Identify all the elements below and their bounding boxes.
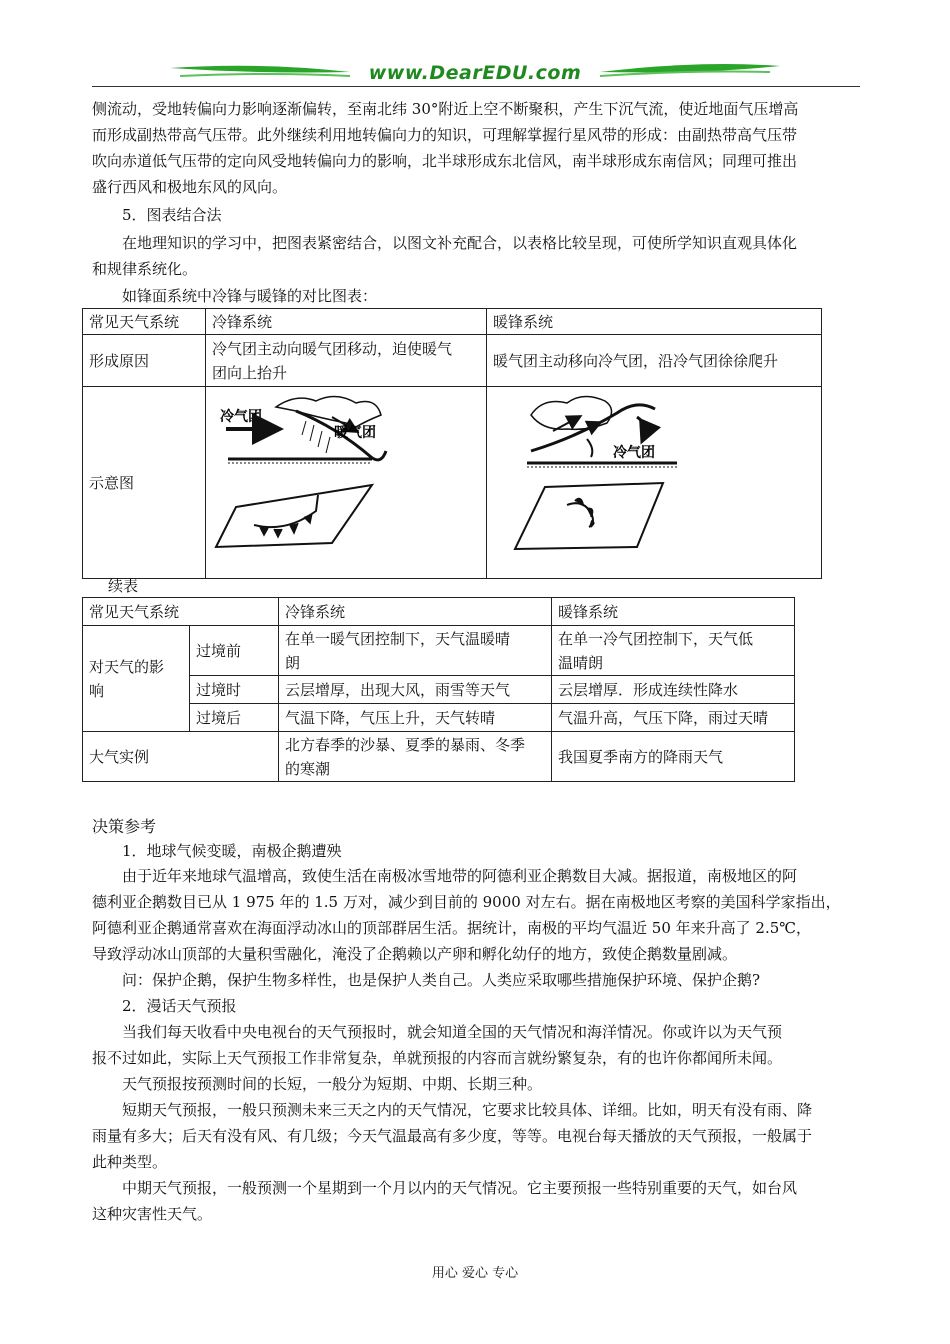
table-cell: 暖气团主动移向冷气团，沿冷气团徐徐爬升: [487, 335, 822, 387]
text-line: 德利亚企鹅数目已从 1 975 年的 1.5 万对，减少到目前的 9000 对左右。据在南极地区考察的美国科学家指出，: [92, 893, 841, 911]
heading: 5．图表结合法: [122, 206, 222, 224]
front-comparison-table: [82, 308, 822, 579]
section-decision-title: [92, 814, 862, 840]
text-line: 雨量有多大；后天有没有风、有几级；今天气温最高有多少度，等等。电视台每天播放的天气预报，一般属于: [92, 1127, 813, 1145]
row-label: 过境时: [190, 676, 279, 704]
item2-paragraph-2: [92, 1071, 892, 1097]
text-line: 在地理知识的学习中，把图表紧密结合，以图文补充配合，以表格比较呈现，可使所学知识直观具体化: [122, 234, 798, 252]
text-line: 如锋面系统中冷锋与暖锋的对比图表：: [122, 287, 378, 305]
item2-title: [92, 993, 892, 1019]
page-footer: 用心 爱心 专心: [431, 1266, 519, 1281]
table-header: 常见天气系统: [83, 309, 206, 335]
table2-caption: 续表: [108, 577, 139, 595]
text-line: 由于近年来地球气温增高，致使生活在南极冰雪地带的阿德利亚企鹅数目大减。据报道，南极地区的阿: [122, 867, 798, 885]
cell-line: 的寒潮: [285, 759, 331, 778]
section5-paragraph: [92, 230, 862, 282]
cell-line: 温晴朗: [558, 653, 604, 672]
item2-paragraph-3: [92, 1097, 862, 1175]
cell-line: 朗: [285, 653, 301, 672]
text-line: 当我们每天收看中央电视台的天气预报时，就会知道全国的天气情况和海洋情况。你或许以为天气预: [122, 1023, 783, 1041]
warm-air-label: 暖气团: [334, 425, 376, 441]
item1-title: [92, 838, 892, 864]
cell-line: 响: [89, 681, 105, 700]
cell-line: 在单一暖气团控制下，天气温暖晴: [285, 629, 511, 648]
section5-title: [92, 202, 892, 228]
cell-line: 冷气团主动向暖气团移动，迫使暖气: [212, 339, 453, 358]
table-cell: 气温下降，气压上升，天气转晴: [279, 704, 552, 732]
text-line: 此种类型。: [92, 1153, 168, 1171]
table1-intro: [92, 283, 892, 309]
header-divider: [92, 86, 860, 87]
table-cell: [206, 335, 487, 387]
cold-air-label: 冷气团: [220, 409, 262, 425]
text-line: 阿德利亚企鹅通常喜欢在海面浮动冰山的顶部群居生活。据统计，南极的平均气温近 50 年来升高了 2.5℃，: [92, 919, 812, 937]
table-cell: 云层增厚，出现大风，雨雪等天气: [279, 676, 552, 704]
cold-front-diagram: [206, 387, 486, 571]
row-label: 示意图: [83, 387, 206, 579]
text-line: 侧流动，受地转偏向力影响逐渐偏转，至南北纬 30°附近上空不断聚积，产生下沉气流，使近地面气压增高: [92, 100, 799, 118]
table-header: 暖锋系统: [552, 598, 795, 626]
warm-front-diagram-cell: [487, 387, 822, 579]
cold-front-diagram-cell: [206, 387, 487, 579]
row-label: 形成原因: [83, 335, 206, 387]
table-cell: [279, 732, 552, 782]
text-line: 吹向赤道低气压带的定向风受地转偏向力的影响，北半球形成东北信风，南半球形成东南信风；同理可推出: [92, 152, 798, 170]
text-line: 这种灾害性天气。: [92, 1205, 213, 1223]
cell-line: 对天气的影: [89, 657, 165, 676]
text-line: 天气预报按预测时间的长短，一般分为短期、中期、长期三种。: [122, 1075, 543, 1093]
text-line: 导致浮动冰山顶部的大量积雪融化，淹没了企鹅赖以产卵和孵化幼仔的地方，致使企鹅数量剧减。: [92, 945, 738, 963]
cell-line: 在单一冷气团控制下，天气低: [558, 629, 754, 648]
item2-paragraph-1: [92, 1019, 862, 1071]
row-label: 过境后: [190, 704, 279, 732]
heading: 2．漫话天气预报: [122, 997, 237, 1015]
table-header: 暖锋系统: [487, 309, 822, 335]
weather-impact-table: [82, 597, 795, 782]
table-header: 冷锋系统: [206, 309, 487, 335]
row-group-label: [83, 626, 190, 732]
table-header: 常见天气系统: [83, 598, 279, 626]
table-cell: [279, 626, 552, 676]
table-cell: 云层增厚．形成连续性降水: [552, 676, 795, 704]
paragraph-wind-belts: [92, 96, 862, 200]
heading: 1．地球气候变暖，南极企鹅遭殃: [122, 842, 342, 860]
heading: 决策参考: [92, 817, 157, 836]
item2-paragraph-4: [92, 1175, 862, 1227]
text-line: 中期天气预报，一般预测一个星期到一个月以内的天气情况。它主要预报一些特别重要的天气，如台风: [122, 1179, 798, 1197]
cell-line: 北方春季的沙暴、夏季的暴雨、冬季: [285, 735, 526, 754]
row-label: 大气实例: [83, 732, 279, 782]
warm-front-diagram: [487, 387, 817, 571]
text-line: 短期天气预报，一般只预测未来三天之内的天气情况，它要求比较具体、详细。比如，明天有没有雨、降: [122, 1101, 813, 1119]
table-cell: 气温升高，气压下降，雨过天晴: [552, 704, 795, 732]
table-cell: 我国夏季南方的降雨天气: [552, 732, 795, 782]
text-line: 报不过如此，实际上天气预报工作非常复杂，单就预报的内容而言就纷繁复杂，有的也许你都闻所未闻。: [92, 1049, 783, 1067]
text-line: 和规律系统化。: [92, 260, 198, 278]
text-line: 盛行西风和极地东风的风向。: [92, 178, 288, 196]
item1-paragraph: [92, 863, 862, 967]
cell-line: 团向上抬升: [212, 363, 288, 382]
item1-question: [92, 967, 892, 993]
cold-air-label-warmfront: 冷气团: [613, 445, 655, 461]
site-logo[interactable]: www.DearEDU.com: [368, 62, 582, 84]
table-header: 冷锋系统: [279, 598, 552, 626]
row-label: 过境前: [190, 626, 279, 676]
text-line: 而形成副热带高气压带。此外继续利用地转偏向力的知识，可理解掌握行星风带的形成：由副热带高气压带: [92, 126, 798, 144]
text-line: 问：保护企鹅，保护生物多样性，也是保护人类自己。人类应采取哪些措施保护环境、保护企鹅?: [122, 971, 761, 989]
table-cell: [552, 626, 795, 676]
